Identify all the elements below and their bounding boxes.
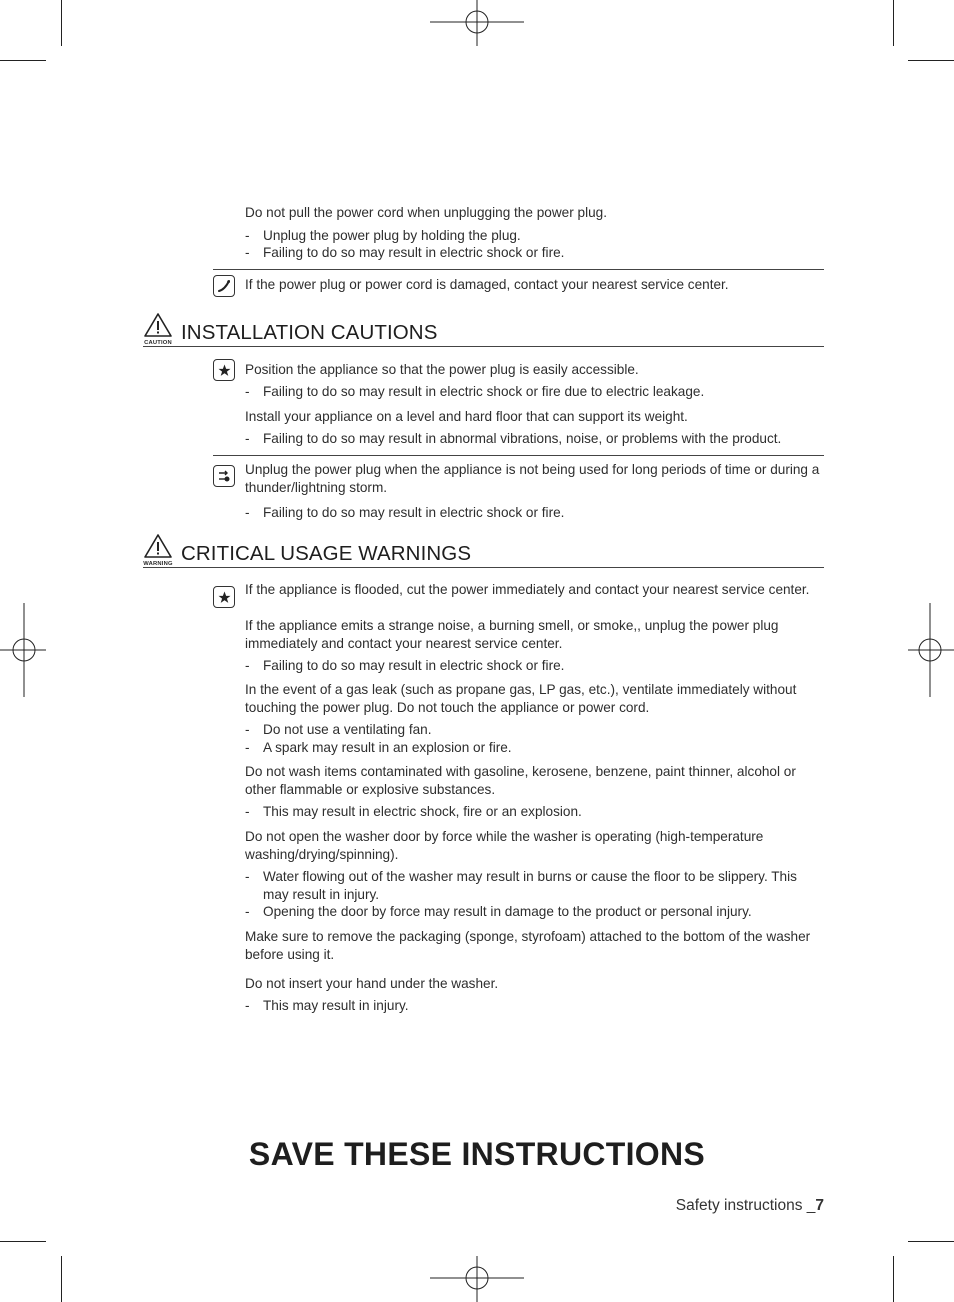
- bullet-text: Opening the door by force may result in damage to the product or personal injury.: [263, 904, 752, 919]
- section-title-critical: CRITICAL USAGE WARNINGS: [181, 542, 472, 565]
- paragraph: If the power plug or power cord is damaged, contact your nearest service center.: [245, 277, 729, 292]
- paragraph: If the appliance emits a strange noise, a burning smell, or smoke,, unplug the power plug immediately and contact your nearest service center.: [245, 618, 779, 651]
- bullet-text: A spark may result in an explosion or fire.: [263, 740, 512, 755]
- bullet-text: Failing to do so may result in abnormal vibrations, noise, or problems with the product.: [263, 431, 782, 446]
- page-number: 7: [815, 1197, 824, 1214]
- registration-mark-bottom: [430, 1256, 524, 1302]
- bullet-item: - Failing to do so may result in abnormal vibrations, noise, or problems with the product.: [245, 430, 825, 448]
- bullet-text: Failing to do so may result in electric shock or fire.: [263, 505, 565, 520]
- bullet-item: - This may result in injury.: [245, 997, 825, 1015]
- bullet-text: Failing to do so may result in electric shock or fire.: [263, 658, 565, 673]
- paragraph: Unplug the power plug when the appliance is not being used for long periods of time or during a thunder/lightning storm.: [245, 462, 820, 495]
- paragraph: Position the appliance so that the power plug is easily accessible.: [245, 362, 639, 377]
- registration-mark-left: [0, 603, 46, 697]
- crop-mark: [908, 1241, 954, 1242]
- crop-mark: [0, 60, 46, 61]
- section-title-installation: INSTALLATION CAUTIONS: [181, 321, 438, 344]
- crop-mark: [893, 1256, 894, 1302]
- registration-mark-top: [430, 0, 524, 46]
- paragraph: Do not open the washer door by force while the washer is operating (high-temperature washing/drying/spinning).: [245, 829, 764, 862]
- crop-mark: [0, 1241, 46, 1242]
- save-instructions-title: SAVE THESE INSTRUCTIONS: [248, 1136, 706, 1172]
- plug-icon: [213, 275, 235, 297]
- paragraph: Do not insert your hand under the washer.: [245, 976, 499, 991]
- bullet-text: This may result in injury.: [263, 998, 409, 1013]
- crop-mark: [893, 0, 894, 46]
- warning-label: WARNING: [143, 561, 173, 567]
- crop-mark: [61, 0, 62, 46]
- warning-icon: [143, 533, 173, 567]
- bullet-item: - Failing to do so may result in electric shock or fire.: [245, 244, 825, 262]
- section-underline: [143, 346, 824, 347]
- bullet-text: Failing to do so may result in electric shock or fire due to electric leakage.: [263, 384, 705, 399]
- paragraph: Do not pull the power cord when unplugging the power plug.: [245, 205, 607, 220]
- caution-icon: [143, 312, 173, 346]
- paragraph: Make sure to remove the packaging (sponge, styrofoam) attached to the bottom of the washer before using it.: [245, 929, 811, 962]
- bullet-text: Failing to do so may result in electric shock or fire.: [263, 245, 565, 260]
- bullet-item: - Opening the door by force may result in damage to the product or personal injury.: [245, 903, 825, 921]
- paragraph: If the appliance is flooded, cut the power immediately and contact your nearest service center.: [245, 582, 810, 597]
- paragraph: Do not wash items contaminated with gasoline, kerosene, benzene, paint thinner, alcohol or other flammable or explosive substances.: [245, 764, 796, 797]
- registration-mark-right: [908, 603, 954, 697]
- bullet-item: - A spark may result in an explosion or fire.: [245, 739, 825, 757]
- bullet-item: - This may result in electric shock, fire or an explosion.: [245, 803, 825, 821]
- bullet-item: - Failing to do so may result in electric shock or fire.: [245, 657, 825, 675]
- star-icon: [213, 586, 235, 608]
- bullet-item: - Failing to do so may result in electric shock or fire due to electric leakage.: [245, 383, 825, 401]
- unplug-icon: [213, 465, 235, 487]
- star-icon: [213, 359, 235, 381]
- section-underline: [143, 567, 824, 568]
- footer-section: Safety instructions _: [675, 1197, 816, 1214]
- bullet-text: Water flowing out of the washer may result in burns or cause the floor to be slippery. This may result in injury.: [263, 869, 797, 902]
- divider: [213, 455, 824, 456]
- bullet-item: - Unplug the power plug by holding the plug.: [245, 227, 825, 245]
- divider: [213, 269, 824, 270]
- paragraph: Install your appliance on a level and hard floor that can support its weight.: [245, 409, 688, 424]
- crop-mark: [908, 60, 954, 61]
- bullet-item: - Water flowing out of the washer may result in burns or cause the floor to be slippery. This may result in injury.: [245, 868, 825, 904]
- bullet-item: - Failing to do so may result in electric shock or fire.: [245, 504, 825, 522]
- bullet-text: Unplug the power plug by holding the plug.: [263, 228, 521, 243]
- caution-label: CAUTION: [144, 340, 172, 346]
- page-footer: [676, 1197, 824, 1215]
- crop-mark: [61, 1256, 62, 1302]
- paragraph: In the event of a gas leak (such as propane gas, LP gas, etc.), ventilate immediately without touching the power plug. Do not touch the appliance or power cord.: [245, 682, 797, 715]
- bullet-text: Do not use a ventilating fan.: [263, 722, 432, 737]
- bullet-item: - Do not use a ventilating fan.: [245, 721, 825, 739]
- bullet-text: This may result in electric shock, fire or an explosion.: [263, 804, 582, 819]
